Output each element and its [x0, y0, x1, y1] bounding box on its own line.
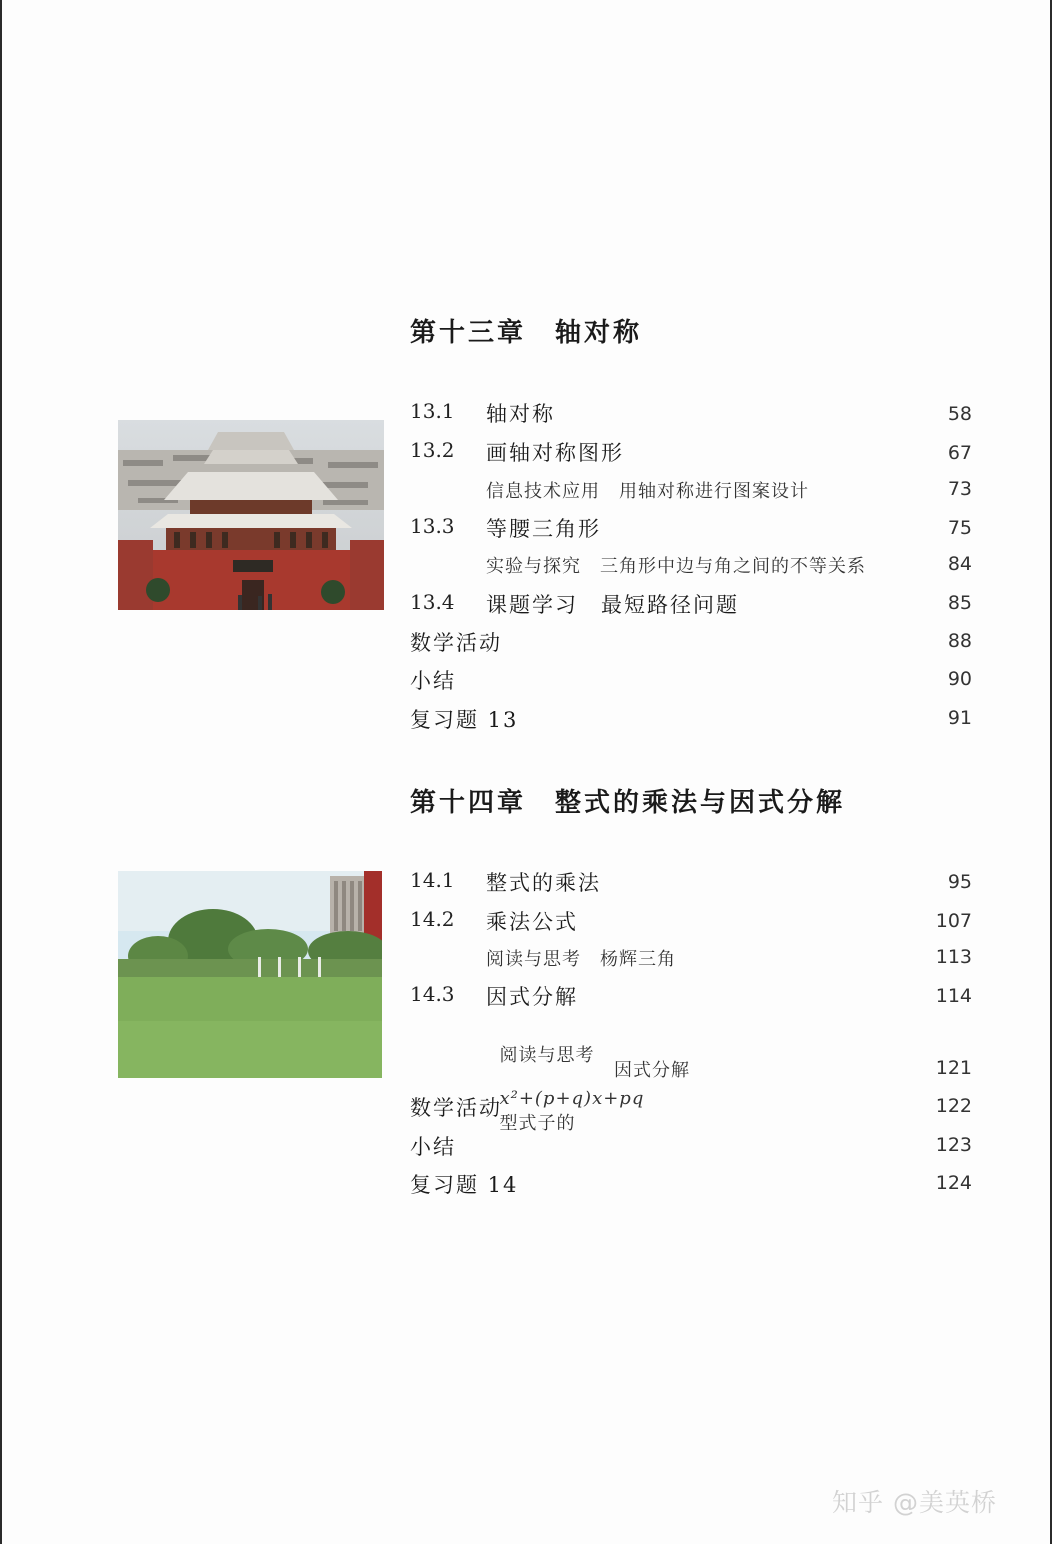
toc-section-title[interactable]: 整式的乘法 — [486, 871, 601, 895]
toc-page-number: 58 — [947, 403, 972, 425]
watermark: 知乎 @美英桥 — [832, 1488, 997, 1517]
toc-page-number: 122 — [935, 1095, 972, 1117]
toc-page-number: 88 — [947, 630, 972, 652]
math-expression: x²+(p+q)x+pq — [499, 1088, 645, 1109]
toc-subsection-title[interactable]: 信息技术应用 用轴对称进行图案设计 — [486, 481, 809, 502]
toc-section-title[interactable]: 小结 — [410, 669, 456, 693]
toc-section-title[interactable]: 因式分解 — [486, 985, 578, 1009]
chapter-14-title: 第十四章 整式的乘法与因式分解 — [410, 788, 846, 818]
toc-page-number: 113 — [935, 946, 972, 968]
toc-page-number: 95 — [947, 871, 972, 893]
toc-number: 13.2 — [410, 438, 455, 462]
sub-prefix: 阅读与思考 — [499, 1045, 595, 1066]
toc-page-number: 107 — [935, 910, 972, 932]
toc-section-title[interactable]: 数学活动 — [410, 631, 502, 655]
toc-subsection-title[interactable]: 实验与探究 三角形中边与角之间的不等关系 — [486, 556, 866, 577]
toc-page-number: 75 — [947, 517, 972, 539]
toc-section-title[interactable]: 轴对称 — [486, 402, 555, 426]
toc-page-number: 73 — [947, 478, 972, 500]
toc-subsection-continuation: 因式分解 — [614, 1060, 690, 1081]
toc-number: 14.3 — [410, 982, 455, 1006]
toc-page-number: 123 — [935, 1134, 972, 1156]
palace-photo — [118, 420, 384, 610]
toc-number: 13.4 — [410, 590, 455, 614]
toc-section-title[interactable]: 等腰三角形 — [486, 517, 601, 541]
toc-section-title[interactable]: 复习题 14 — [410, 1173, 519, 1197]
toc-section-title[interactable]: 乘法公式 — [486, 910, 578, 934]
toc-section-title[interactable]: 复习题 13 — [410, 708, 519, 732]
toc-page-number: 85 — [947, 592, 972, 614]
toc-page-number: 114 — [935, 985, 972, 1007]
toc-number: 14.1 — [410, 868, 455, 892]
toc-page-number: 91 — [947, 707, 972, 729]
toc-number: 13.3 — [410, 514, 455, 538]
toc-number: 13.1 — [410, 399, 455, 423]
toc-section-title[interactable]: 画轴对称图形 — [486, 441, 624, 465]
toc-page-number: 67 — [947, 442, 972, 464]
toc-section-title[interactable]: 课题学习 最短路径问题 — [486, 593, 739, 617]
toc-page-number: 84 — [947, 553, 972, 575]
toc-number: 14.2 — [410, 907, 455, 931]
sub-suffix: 型式子的 — [499, 1113, 576, 1134]
toc-page-number: 121 — [935, 1057, 972, 1079]
toc-page-number: 124 — [935, 1172, 972, 1194]
chapter-13-title: 第十三章 轴对称 — [410, 318, 643, 348]
toc-page-number: 90 — [947, 668, 972, 690]
toc-section-title[interactable]: 数学活动 — [410, 1096, 502, 1120]
toc-section-title[interactable]: 小结 — [410, 1135, 456, 1159]
toc-subsection-title[interactable]: 阅读与思考 杨辉三角 — [486, 949, 676, 970]
park-photo — [118, 871, 382, 1078]
